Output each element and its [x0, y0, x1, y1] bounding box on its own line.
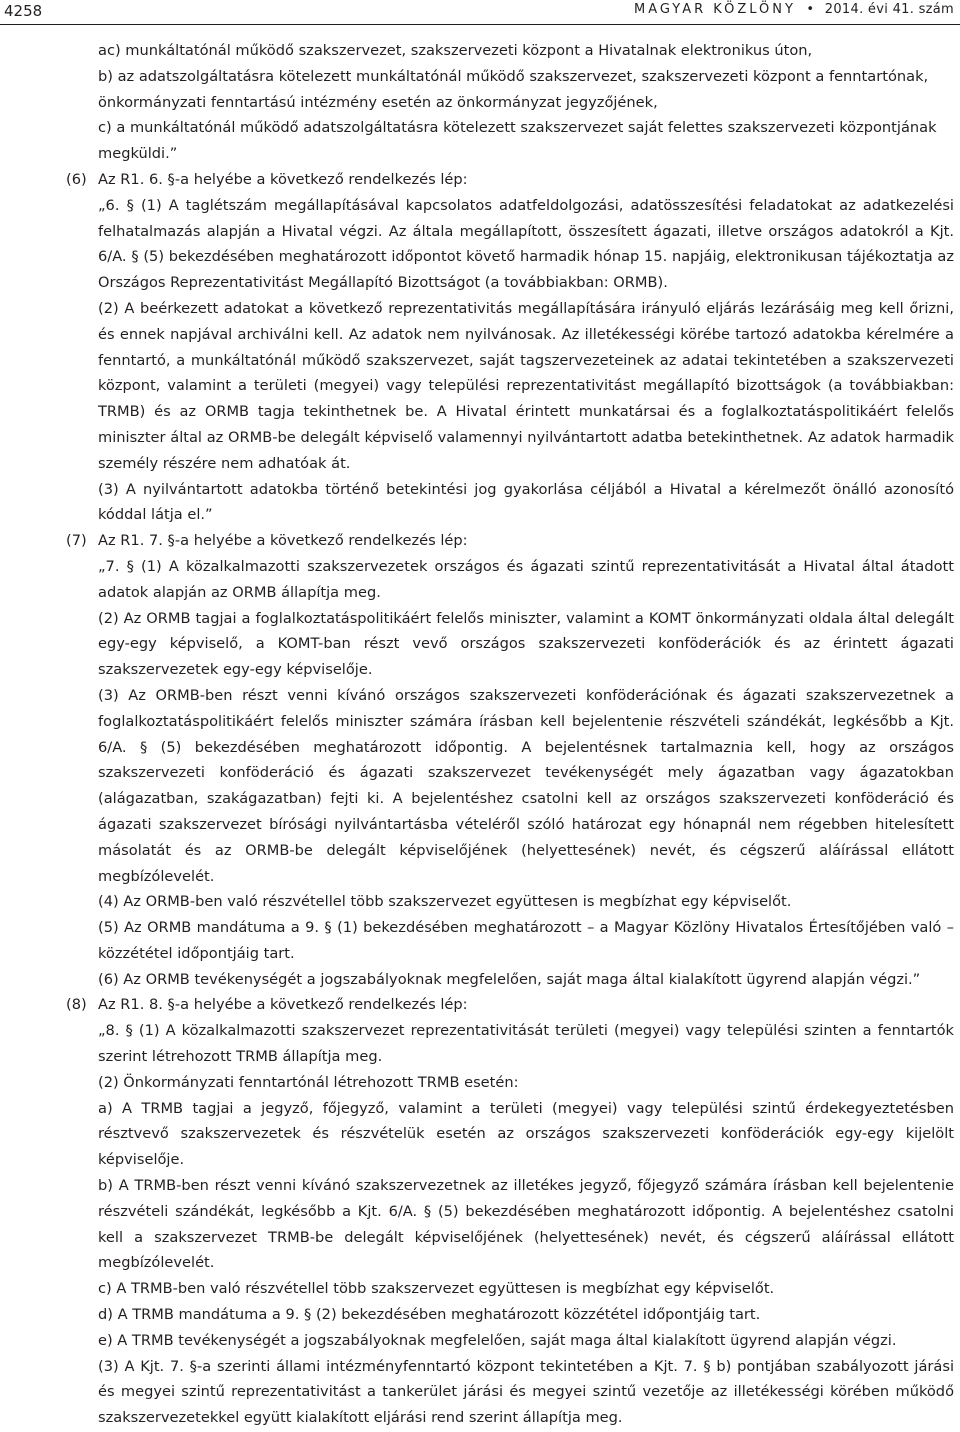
section-6-number: (6)	[66, 170, 87, 188]
section-6-para-1: „6. § (1) A taglétszám megállapításával kapcsolatos adatfeldolgozási, adatösszesítési feladatokat az adatkezelési felhatalmazás alapján a Hivatal végzi. Az általa megállapított, összesített ágazati, illetve országos adatokról a Kjt. 6/A. § (5) bekezdésében meghatározott időpontot követő harmadik hónap 15. napjáig, elektronikusan tájékoztatja az Országos Reprezentativitást Megállapító Bizottságot (a továbbiakban: ORMB).	[98, 196, 954, 292]
section-7-para-4: (4) Az ORMB-ben való részvétellel több szakszervezet együttesen is megbízhat egy képviselőt.	[98, 893, 792, 911]
section-7-para-1: „7. § (1) A közalkalmazotti szakszervezetek országos és ágazati szintű reprezentativitását a Hivatal által átadott adatok alapján az ORMB állapítja meg.	[98, 557, 954, 601]
section-7-intro	[0, 528, 960, 554]
section-7-para-3: (3) Az ORMB-ben részt venni kívánó országos szakszervezeti konföderációnak és ágazati szakszervezetnek a foglalkoztatáspolitikáért felelős miniszter számára írásban kell bejelentenie részvételi szándékát, legkésőbb a Kjt. 6/A. § (5) bekezdésében meghatározott időpontig. A bejelentésnek tartalmaznia kell, hogy az országos szakszervezeti konföderáció és ágazati szakszervezet tevékenységét mely ágazatban vagy ágazatokban (alágazatban, szakágazatban) fejti ki. A bejelentéshez csatolni kell az országos szakszervezeti konföderáció és ágazati szakszervezet bírósági nyilvántartásba vételéről szóló határozat egy hónapnál nem régebben hitelesített másolatát és az ORMB-be delegált képviselőjének (helyettesének) nevét, és cégszerű aláírással ellátott megbízólevelét.	[98, 686, 954, 885]
section-7-para-5: (5) Az ORMB mandátuma a 9. § (1) bekezdésében meghatározott – a Magyar Közlöny Hivatalos Értesítőjében való – közzététel időpontjáig tart.	[98, 919, 954, 962]
section-8-para-2e: e) A TRMB tevékenységét a jogszabályoknak megfelelően, saját maga által kialakított ügyrend alapján végzi.	[98, 1331, 897, 1349]
paragraph-c: c) a munkáltatónál működő adatszolgáltatásra kötelezett szakszervezet saját felettes szakszervezeti központjának megküldi.”	[98, 119, 937, 163]
section-8-intro-text: Az R1. 8. §-a helyébe a következő rendelkezés lép:	[98, 996, 468, 1014]
section-6-para-2: (2) A beérkezett adatokat a következő reprezentativitás megállapítására irányuló eljárás lezárásáig meg kell őrizni, és ennek napjával archiválni kell. Az adatok nem nyilvánosak. Az illetékességi körébe tartozó adatokba kérelmére a fenntartó, a munkáltatónál működő szakszervezet, saját tagszervezeteinek az adatai tekintetében a szakszervezeti központ, valamint a területi (megyei) vagy települési reprezentativitást megállapító bizottságok (a továbbiakban: TRMB) és az ORMB tagja tekinthetnek be. A Hivatal érintett munkatársai és a foglalkoztatáspolitikáért felelős miniszter által az ORMB-be delegált képviselő valamennyi nyilvántartott adatba betekinthetnek. Az adatok harmadik személy részére nem adhatóak át.	[98, 299, 954, 472]
section-8-para-2d: d) A TRMB mandátuma a 9. § (2) bekezdésében meghatározott közzététel időpontjáig tart.	[98, 1306, 761, 1324]
paragraph-b: b) az adatszolgáltatásra kötelezett munkáltatónál működő szakszervezet, szakszervezeti központ a fenntartónak, önkormányzati fenntartású intézmény esetén az önkormányzat jegyzőjének,	[98, 67, 929, 111]
section-8-para-3: (3) A Kjt. 7. §-a szerinti állami intézményfenntartó központ tekintetében a Kjt. 7. § b) pontjában szabályozott járási és megyei szintű reprezentativitást a tankerület járási és megyei szintű vezetője az illetékességi körében működő szakszervezetekkel együtt kialakított eljárási rend szerint állapítja meg.	[98, 1357, 954, 1427]
section-7-number: (7)	[66, 532, 87, 550]
page-number: 4258	[4, 2, 43, 20]
document-body	[0, 38, 960, 1431]
section-8-para-2b: b) A TRMB-ben részt venni kívánó szakszervezetnek az illetékes jegyző, főjegyző számára írásban kell bejelentenie részvételi szándékát, legkésőbb a Kjt. 6/A. § (5) bekezdésében meghatározott időpontig. A bejelentéshez csatolni kell a szakszervezet TRMB-be delegált képviselőjének (helyettesének) nevét, és cégszerű aláírással ellátott megbízólevelét.	[98, 1177, 954, 1272]
journal-name: MAGYAR KÖZLÖNY	[634, 2, 796, 17]
section-8-number: (8)	[66, 996, 87, 1014]
page-header	[0, 0, 960, 26]
issue-label: 2014. évi 41. szám	[824, 2, 954, 17]
section-7-intro-text: Az R1. 7. §-a helyébe a következő rendelkezés lép:	[98, 532, 468, 550]
section-6-para-3: (3) A nyilvántartott adatokba történő betekintési jog gyakorlása céljából a Hivatal a kérelmezőt önálló azonosító kóddal látja el.”	[98, 480, 954, 524]
section-6-intro	[0, 167, 960, 193]
header-separator: •	[806, 2, 815, 17]
section-8-para-2: (2) Önkormányzati fenntartónál létrehozott TRMB esetén:	[98, 1073, 519, 1091]
journal-issue-line	[634, 2, 954, 17]
header-rule	[0, 24, 960, 25]
section-6-intro-text: Az R1. 6. §-a helyébe a következő rendelkezés lép:	[98, 170, 468, 188]
section-7-para-6: (6) Az ORMB tevékenységét a jogszabályoknak megfelelően, saját maga által kialakított ügyrend alapján végzi.”	[98, 970, 921, 988]
paragraph-ac: ac) munkáltatónál működő szakszervezet, szakszervezeti központ a Hivatalnak elektronikus úton,	[98, 42, 813, 59]
section-8-intro	[0, 992, 960, 1018]
section-8-para-1: „8. § (1) A közalkalmazotti szakszervezet reprezentativitását területi (megyei) vagy települési szinten a fenntartók szerint létrehozott TRMB állapítja meg.	[98, 1022, 954, 1066]
section-7-para-2: (2) Az ORMB tagjai a foglalkoztatáspolitikáért felelős miniszter, valamint a KOMT önkormányzati oldala által delegált egy-egy képviselő, a KOMT-ban részt vevő országos szakszervezeti konföderációk és az érintett ágazati szakszervezetek egy-egy képviselője.	[98, 609, 954, 679]
section-8-para-2c: c) A TRMB-ben való részvétellel több szakszervezet együttesen is megbízhat egy képviselőt.	[98, 1280, 775, 1298]
section-8-para-2a: a) A TRMB tagjai a jegyző, főjegyző, valamint a területi (megyei) vagy települési szintű érdekegyeztetésben résztvevő szakszervezetek és részvételük esetén az országos szakszervezeti konföderációk egy-egy kijelölt képviselője.	[98, 1099, 954, 1169]
